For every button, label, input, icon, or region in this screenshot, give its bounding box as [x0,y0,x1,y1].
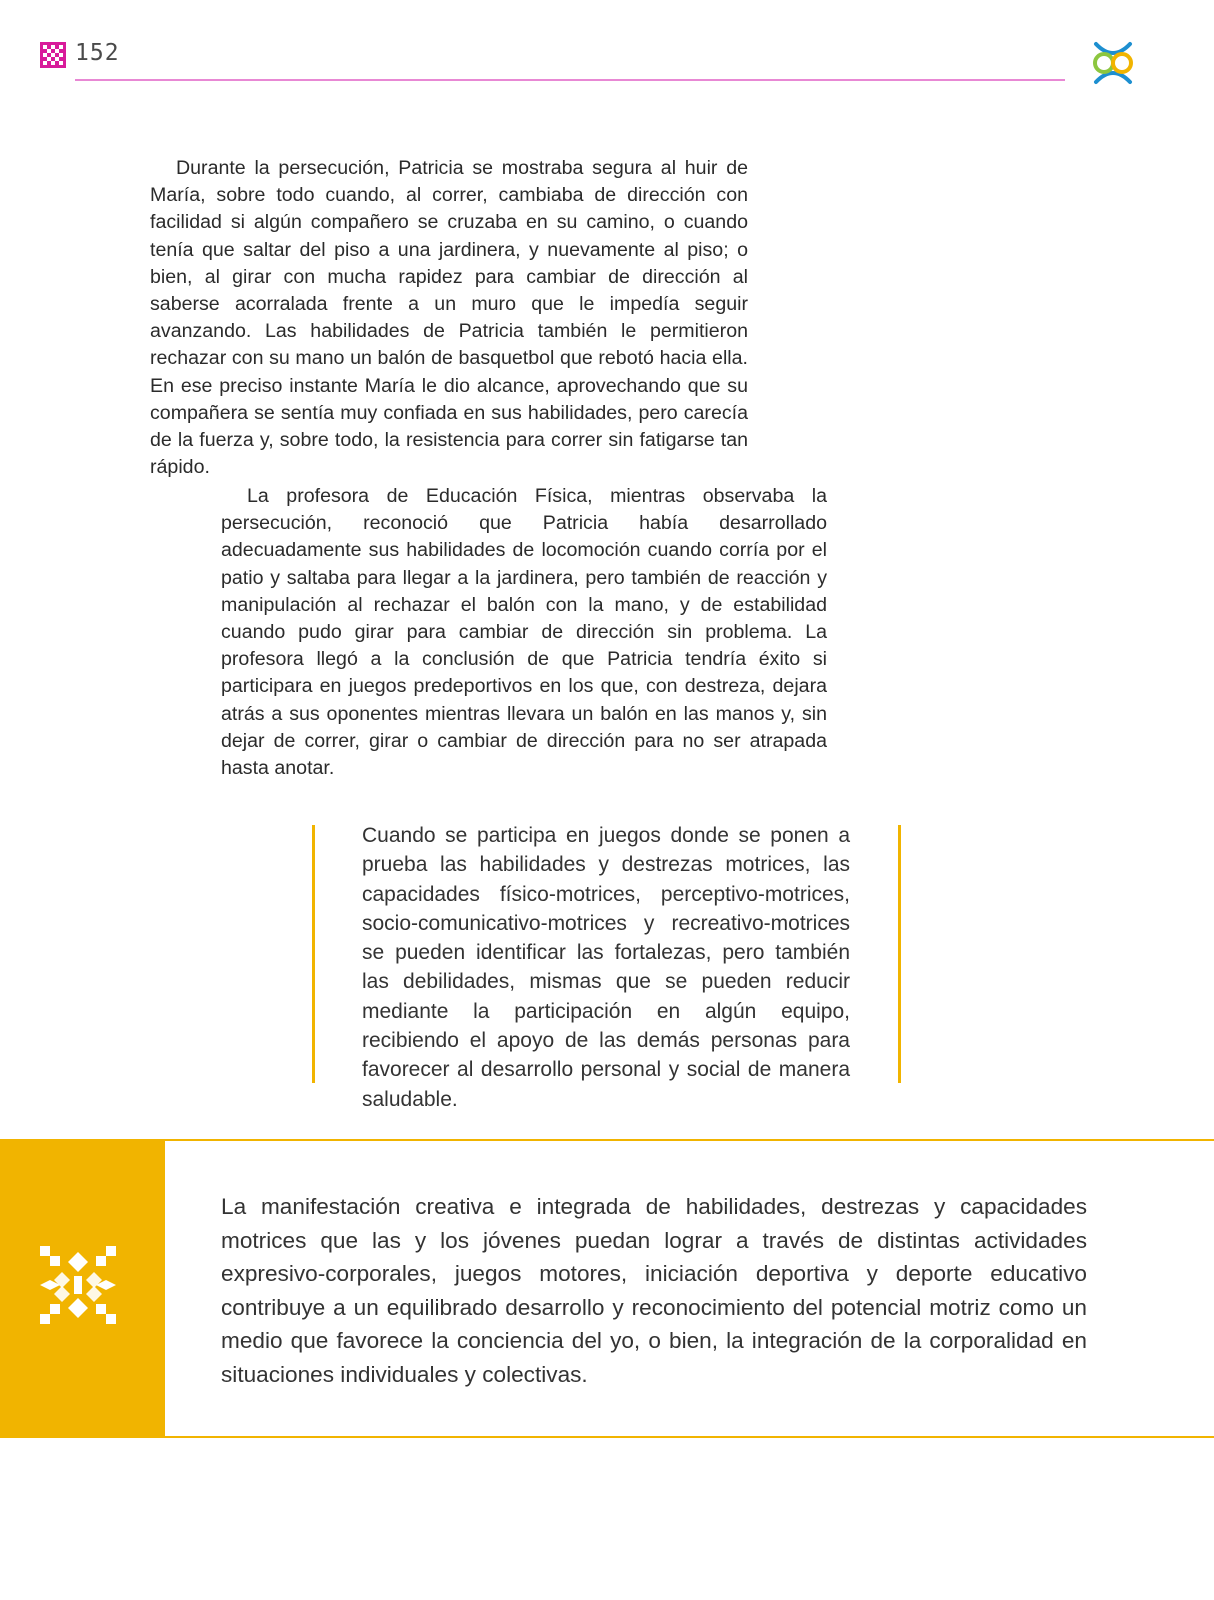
key-idea-top-rule [0,1139,1214,1141]
woven-pattern-icon [40,42,66,68]
callout-left-bar [312,825,315,1083]
woven-pattern-icon [40,1246,116,1324]
callout-text: Cuando se participa en juegos donde se ponen a prueba las habilidades y destrezas motrices, las capacidades físico-motrices, perceptivo-motrices, socio-comunicativo-motrices y recreativo-motrices se pueden identificar las fortalezas, pero también las debilidades, mismas que se pueden reducir mediante la participación en algún equipo, recibiendo el apoyo de las demás personas para favorecer al desarrollo personal y social de manera saludable. [362,824,850,1111]
intertwined-rings-icon [1090,40,1136,86]
callout-right-bar [898,825,901,1083]
narrative-paragraph-1: Durante la persecución, Patricia se mostraba segura al huir de María, sobre todo cuando, al correr, cambiaba de dirección con facilidad si algún compañero se cruzaba en su camino, o cuando tenía que saltar del piso a una jardinera, y nuevamente al piso; o bien, al girar con mucha rapidez para cambiar de dirección al saberse acorralada frente a un muro que le impedía seguir avanzando. Las habilidades de Patricia también le permitieron rechazar con su mano un balón de basquetbol que rebotó hacia ella. En ese preciso instante María le dio alcance, aprovechando que su compañera se sentía muy confiada en sus habilidades, pero carecía de la fuerza y, sobre todo, la resistencia para correr sin fatigarse tan rápido. [150,157,748,479]
narrative-paragraph-2: La profesora de Educación Física, mientras observaba la persecución, reconoció que Patricia había desarrollado adecuadamente sus habilidades de locomoción cuando corría por el patio y saltaba para llegar a la jardinera, pero también de reacción y manipulación al rechazar el balón con la mano, y de estabilidad cuando pudo girar para cambiar de dirección sin problema. La profesora llegó a la conclusión de que Patricia tendría éxito si participara en juegos predeportivos en los que, con destreza, dejara atrás a sus oponentes mientras llevara un balón en las manos y, sin dejar de correr, girar o cambiar de dirección para no ser atrapada hasta anotar. [221,485,827,780]
page-number: 152 [75,40,120,66]
key-idea-bottom-rule [0,1436,1214,1438]
header-rule [75,79,1065,81]
key-idea-text: La manifestación creativa e integrada de habilidades, destrezas y capacidades motrices que las y los jóvenes puedan lograr a través de distintas actividades expresivo-corporales, juegos motores, iniciación deportiva y deporte educativo contribuye a un equilibrado desarrollo y reconocimiento del potencial motriz como un medio que favorece la conciencia del yo, o bien, la integración de la corporalidad en situaciones individuales y colectivas. [221,1194,1087,1387]
